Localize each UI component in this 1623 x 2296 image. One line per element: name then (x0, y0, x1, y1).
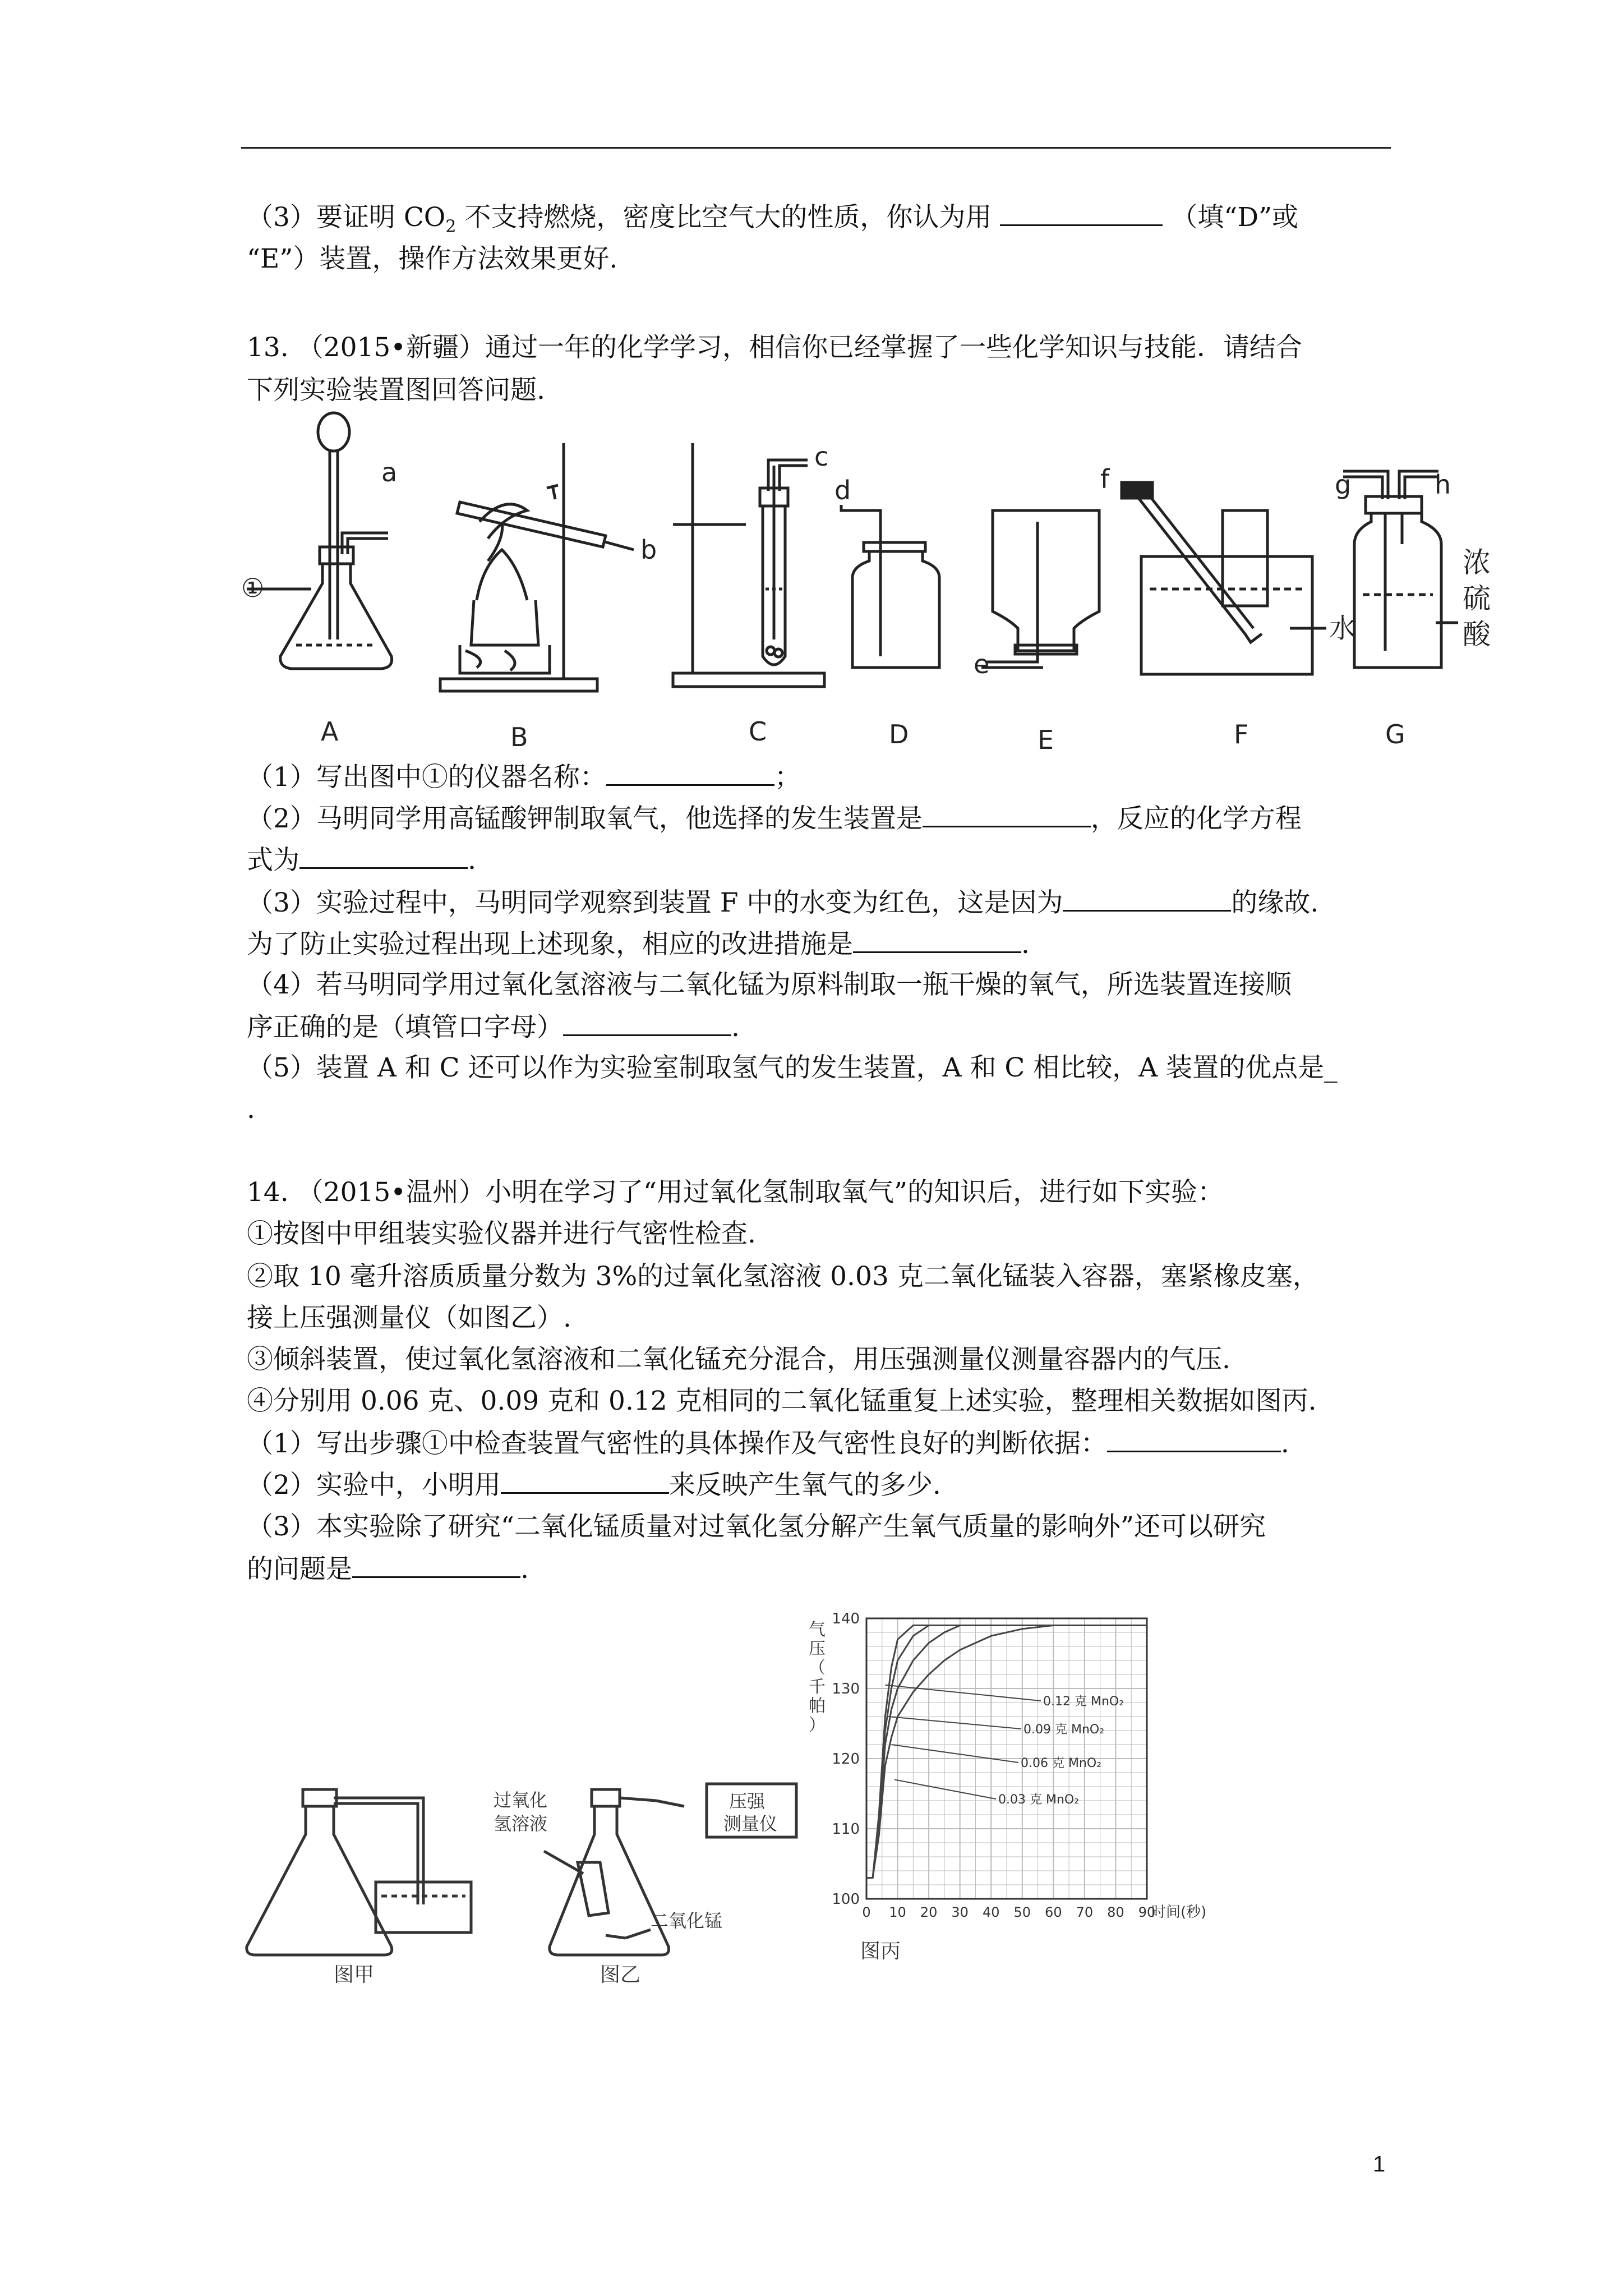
figure-bing (796, 1599, 1256, 1969)
subscript: 2 (445, 217, 457, 237)
answer-blank[interactable] (606, 760, 774, 786)
y-axis-label-char: 帕 (809, 1696, 826, 1716)
apparatus-f (1122, 482, 1326, 674)
tube-letter-h: h (1435, 470, 1451, 500)
page-number: 1 (1373, 2152, 1386, 2177)
q13-text: 的缘故. (1231, 887, 1319, 918)
q13-part4-line1: （4）若马明同学用过氧化氢溶液与二氧化锰为原料制取一瓶干燥的氧气，所选装置连接顺 (247, 969, 1292, 1000)
q14-part3-line1: （3）本实验除了研究“二氧化锰质量对过氧化氢分解产生氧气质量的影响外”还可以研究 (247, 1511, 1266, 1542)
q14-step4: ④分别用 0.06 克、0.09 克和 0.12 克相同的二氧化锰重复上述实验，整理相关数据如图丙. (247, 1386, 1317, 1416)
label-c: C (749, 716, 767, 747)
q14-part1 (247, 1426, 1289, 1461)
q14-step2-line1: ②取 10 毫升溶质质量分数为 3%的过氧化氢溶液 0.03 克二氧化锰装入容器，塞紧橡皮塞， (247, 1261, 1319, 1292)
yi-h2o2-label-2: 氢溶液 (494, 1813, 548, 1834)
apparatus-c (673, 443, 824, 687)
figure-bing-caption: 图丙 (860, 1940, 901, 1963)
y-tick-label: 110 (832, 1821, 860, 1838)
y-tick-label: 120 (832, 1751, 860, 1768)
q13-part5-line2: . (247, 1094, 255, 1125)
y-axis-label-char: 千 (809, 1677, 826, 1697)
q13-part2-line2 (247, 843, 476, 877)
tube-letter-b: b (640, 535, 657, 565)
x-axis-label: 时间(秒) (1151, 1904, 1207, 1921)
q13-text: 序正确的是（填管口字母） (247, 1012, 563, 1043)
q12-part3-line2: “E”）装置，操作方法效果更好. (247, 243, 618, 274)
tube-letter-f: f (1100, 464, 1110, 494)
series-leader-line (891, 1745, 1018, 1763)
tube-letter-g: g (1335, 470, 1352, 500)
q14-text: （2）实验中，小明用 (247, 1470, 501, 1501)
x-tick-label: 40 (982, 1904, 1000, 1920)
answer-blank[interactable] (923, 801, 1091, 827)
answer-blank[interactable] (563, 1010, 731, 1036)
apparatus-d (841, 505, 939, 668)
chart-grid (866, 1618, 1147, 1899)
label-e: E (1038, 725, 1054, 755)
figure-jia-caption: 图甲 (334, 1963, 375, 1986)
x-tick-label: 70 (1076, 1904, 1094, 1920)
q13-part3-line2 (247, 927, 1030, 961)
q13-text: （2）马明同学用高锰酸钾制取氧气，他选择的发生装置是 (247, 803, 923, 834)
answer-blank[interactable] (299, 843, 468, 869)
q14-text: 的问题是 (247, 1554, 352, 1585)
apparatus-figure (241, 409, 1497, 757)
y-axis-label-char: ） (809, 1715, 826, 1735)
q13-text: 式为 (247, 845, 299, 876)
tube-letter-c: c (814, 441, 829, 472)
apparatus-b (440, 443, 634, 691)
q13-text: （3）实验过程中，马明同学观察到装置 F 中的水变为红色，这是因为 (247, 887, 1063, 918)
q14-step3: ③倾斜装置，使过氧化氢溶液和二氧化锰充分混合，用压强测量仪测量容器内的气压. (247, 1344, 1230, 1375)
acid-label-3: 酸 (1463, 618, 1491, 651)
answer-blank[interactable] (1063, 885, 1231, 912)
x-tick-label: 90 (1138, 1904, 1156, 1920)
answer-blank[interactable] (501, 1467, 669, 1494)
q14-stem: 14. （2015•温州）小明在学习了“用过氧化氢制取氧气”的知识后，进行如下实验： (247, 1177, 1224, 1208)
x-tick-label: 10 (889, 1904, 906, 1920)
acid-label-2: 硫 (1463, 582, 1491, 615)
x-tick-label: 50 (1013, 1904, 1031, 1920)
y-axis-label-char: 气 (809, 1620, 826, 1640)
x-tick-label: 30 (951, 1904, 969, 1920)
x-tick-label: 0 (862, 1904, 871, 1920)
q13-text: ； (774, 762, 801, 793)
q13-part2-line1 (247, 801, 1302, 836)
q14-text: . (520, 1554, 529, 1585)
q13-part3-line1 (247, 885, 1318, 920)
q13-text: . (468, 845, 476, 876)
q14-text: 来反映产生氧气的多少. (668, 1470, 941, 1501)
pressure-chart (796, 1599, 1256, 1969)
apparatus-g (1343, 471, 1458, 668)
q12-text: （3）要证明 CO (247, 202, 446, 233)
apparatus-svg (241, 409, 1497, 757)
q13-text: . (731, 1012, 740, 1043)
label-b: B (510, 722, 528, 752)
q13-part5-line1: （5）装置 A 和 C 还可以作为实验室制取氢气的发生装置，A 和 C 相比较，A 装置的优点是_ (247, 1052, 1338, 1083)
yi-meter-label-2: 测量仪 (723, 1813, 778, 1834)
q13-stem-line1: 13. （2015•新疆）通过一年的化学学习，相信你已经掌握了一些化学知识与技能．请结合 (247, 332, 1303, 363)
y-axis-label-char: （ (809, 1658, 826, 1678)
series-label: 0.09 克 MnO₂ (1023, 1723, 1105, 1737)
figure-jia (241, 1784, 510, 1986)
y-axis-label-char: 压 (809, 1639, 826, 1659)
label-g: G (1385, 719, 1405, 749)
tube-letter-d: d (834, 475, 851, 505)
q12-text: 不支持燃烧，密度比空气大的性质，你认为用 (456, 202, 992, 233)
label-d: D (889, 719, 909, 749)
q14-text: . (1280, 1428, 1289, 1459)
label-a: A (321, 716, 339, 747)
tube-letter-a: a (381, 457, 398, 487)
series-leader-line (895, 1780, 996, 1800)
figure-yi-caption: 图乙 (600, 1963, 641, 1986)
acid-label-1: 浓 (1463, 546, 1491, 579)
tube-letter-e: e (974, 649, 990, 679)
callout-1: ① (241, 573, 265, 603)
water-label: 水 (1329, 613, 1357, 644)
yi-h2o2-label-1: 过氧化 (494, 1789, 548, 1811)
q14-part3-line2 (247, 1552, 529, 1586)
label-f: F (1234, 719, 1249, 749)
answer-blank[interactable] (853, 927, 1021, 953)
y-tick-label: 130 (832, 1681, 860, 1697)
figure-yi-svg (488, 1767, 802, 1991)
answer-blank[interactable] (1107, 1426, 1281, 1452)
yi-meter-label-1: 压强 (729, 1791, 766, 1812)
series-leader-line (888, 1717, 1021, 1729)
q13-part4-line2 (247, 1010, 740, 1045)
q13-part1 (247, 760, 801, 794)
y-tick-label: 100 (832, 1891, 860, 1908)
apparatus-e (981, 510, 1099, 668)
series-label: 0.12 克 MnO₂ (1043, 1695, 1124, 1709)
q14-step2-line2: 接上压强测量仪（如图乙）. (247, 1303, 571, 1333)
x-tick-label: 80 (1107, 1904, 1124, 1920)
figure-yi (488, 1767, 802, 1991)
q13-text: 为了防止实验过程出现上述现象，相应的改进措施是 (247, 929, 853, 960)
q13-text: （1）写出图中①的仪器名称： (247, 762, 606, 793)
figure-jia-svg (241, 1784, 510, 1986)
answer-blank[interactable] (1000, 200, 1163, 226)
answer-blank[interactable] (352, 1552, 520, 1578)
q12-part3-line1 (247, 200, 1298, 243)
y-tick-label: 140 (832, 1611, 860, 1627)
apparatus-a (247, 413, 392, 669)
series-label: 0.03 克 MnO₂ (998, 1793, 1080, 1807)
yi-mno2-label: 二氧化锰 (651, 1910, 723, 1931)
q13-stem-line2: 下列实验装置图回答问题. (247, 375, 545, 406)
q12-text: （填“D”或 (1171, 202, 1299, 233)
q13-text: ，反应的化学方程 (1090, 803, 1302, 834)
q14-text: （1）写出步骤①中检查装置气密性的具体操作及气密性良好的判断依据： (247, 1428, 1107, 1459)
series-label: 0.06 克 MnO₂ (1021, 1756, 1102, 1770)
header-rule (241, 147, 1391, 149)
q13-text: . (1021, 929, 1030, 960)
x-tick-label: 20 (920, 1904, 938, 1920)
x-tick-label: 60 (1045, 1904, 1062, 1920)
q14-part2 (247, 1467, 941, 1502)
q14-step1: ①按图中甲组装实验仪器并进行气密性检查. (247, 1218, 756, 1249)
